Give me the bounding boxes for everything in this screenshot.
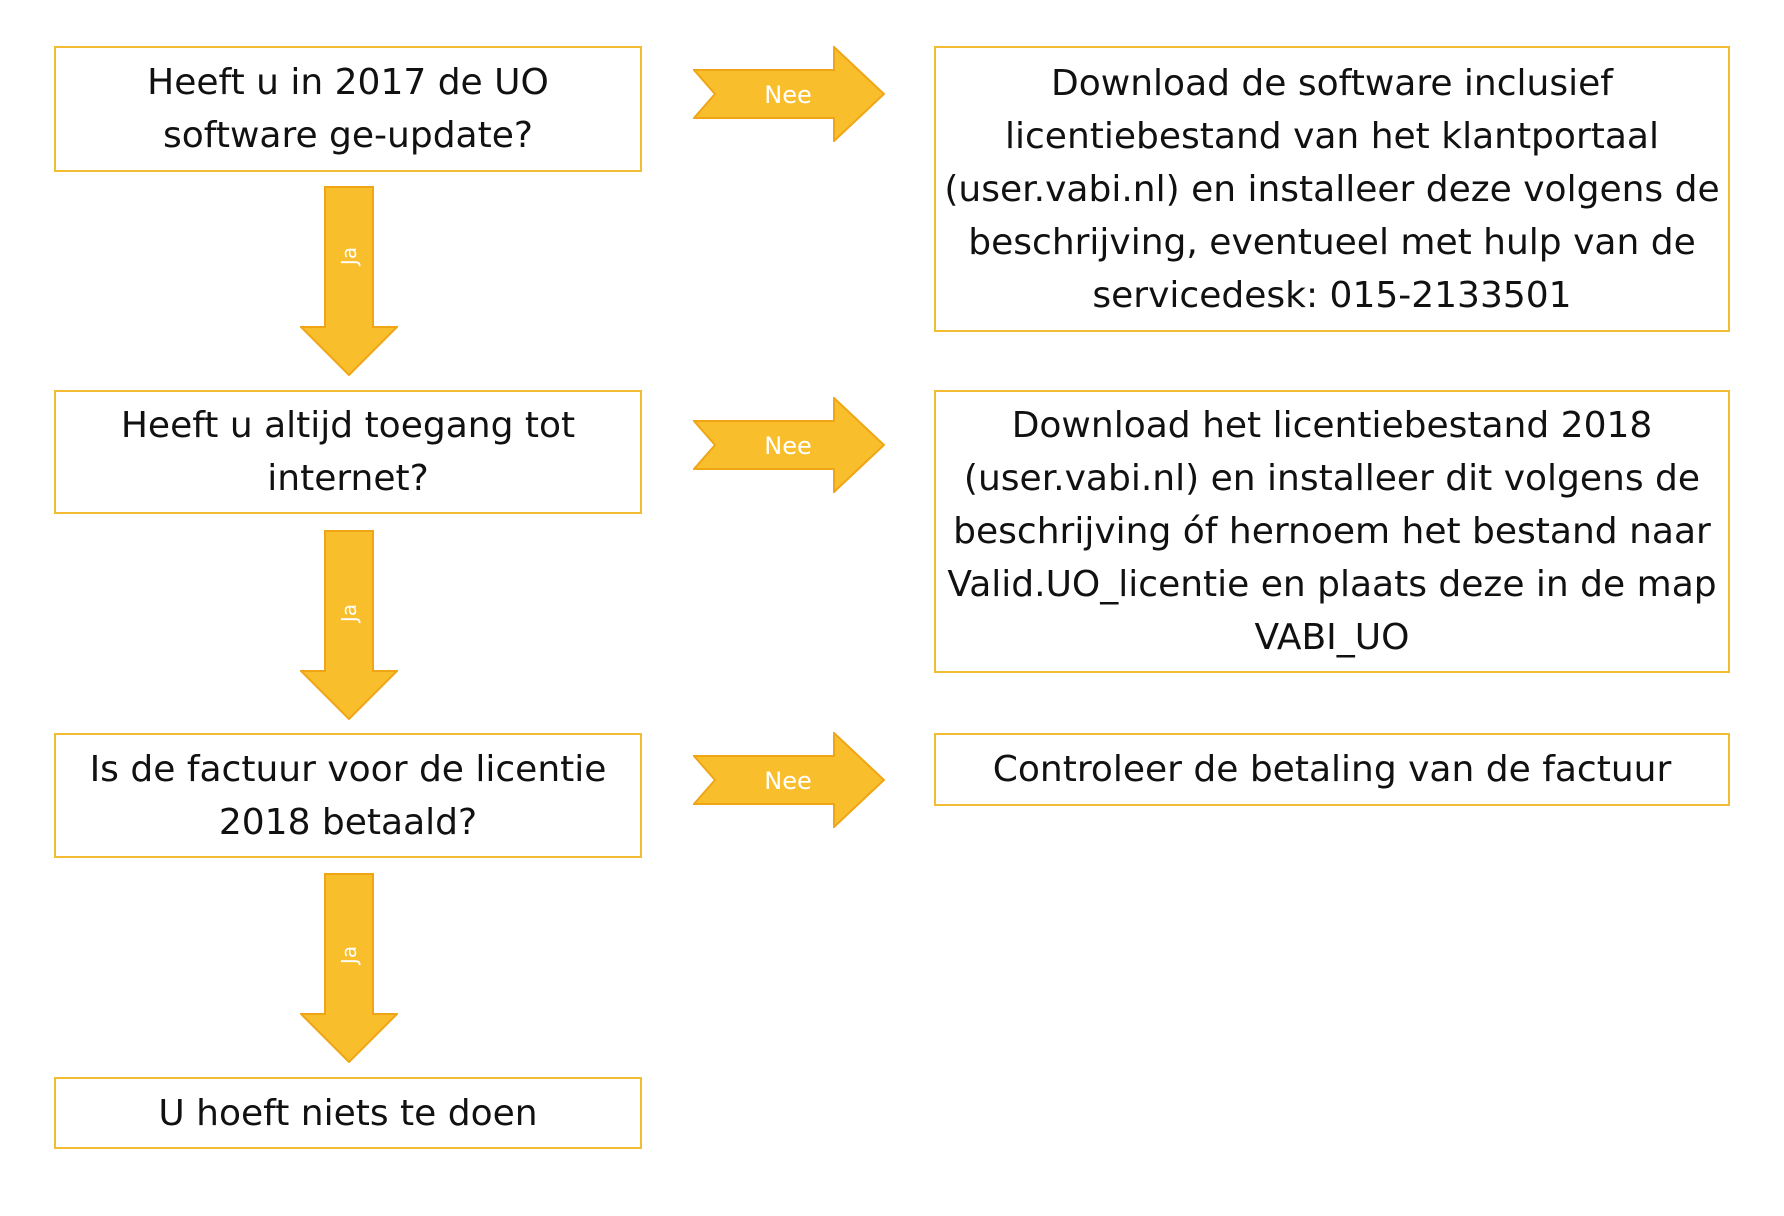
action-box-3 [934,733,1730,806]
no-label-2: Nee [764,432,812,460]
no-arrow-1 [693,46,885,142]
final-box [54,1077,642,1149]
yes-arrow-1 [300,186,398,376]
question-1-line-2: software ge-update? [163,115,533,156]
question-1-line-1: Heeft u in 2017 de UO [147,62,549,103]
question-3-line-1: Is de factuur voor de licentie [89,748,607,790]
action-2-line-5: VABI_UO [1254,617,1410,658]
yes-arrow-2 [300,530,398,720]
no-label-1: Nee [764,81,812,109]
question-3-line-2: 2018 betaald? [218,801,478,843]
yes-label-2: Ja [337,603,361,623]
final-line-1: U hoeft niets te doen [158,1092,538,1134]
action-3-line-1: Controleer de betaling van de factuur [992,749,1672,790]
no-arrow-2 [693,397,885,493]
action-1-line-1: Download de software inclusief [1051,62,1613,104]
yes-arrow-3 [300,873,398,1063]
action-2-line-4: Valid.UO_licentie en plaats deze in de map [947,564,1717,605]
action-2-line-3: beschrijving óf hernoem het bestand naar [953,511,1711,552]
yes-label-3: Ja [337,945,361,965]
action-2-line-1: Download het licentiebestand 2018 [1011,405,1653,446]
question-2-line-2: internet? [267,458,429,499]
action-box-2 [934,390,1730,673]
no-label-3: Nee [764,767,812,795]
question-box-1 [54,46,642,172]
action-1-line-2: licentiebestand van het klantportaal [1005,115,1659,157]
yes-label-1: Ja [337,246,361,266]
action-2-line-2: (user.vabi.nl) en installeer dit volgens de [963,458,1701,499]
no-arrow-3 [693,732,885,828]
action-1-line-5: servicedesk: 015-2133501 [1092,274,1572,316]
action-1-line-4: beschrijving, eventueel met hulp van de [968,221,1696,263]
question-2-line-1: Heeft u altijd toegang tot [120,405,576,446]
question-box-3 [54,733,642,858]
action-box-1 [934,46,1730,332]
action-1-line-3: (user.vabi.nl) en installeer deze volgens de [944,168,1720,210]
question-box-2 [54,390,642,514]
